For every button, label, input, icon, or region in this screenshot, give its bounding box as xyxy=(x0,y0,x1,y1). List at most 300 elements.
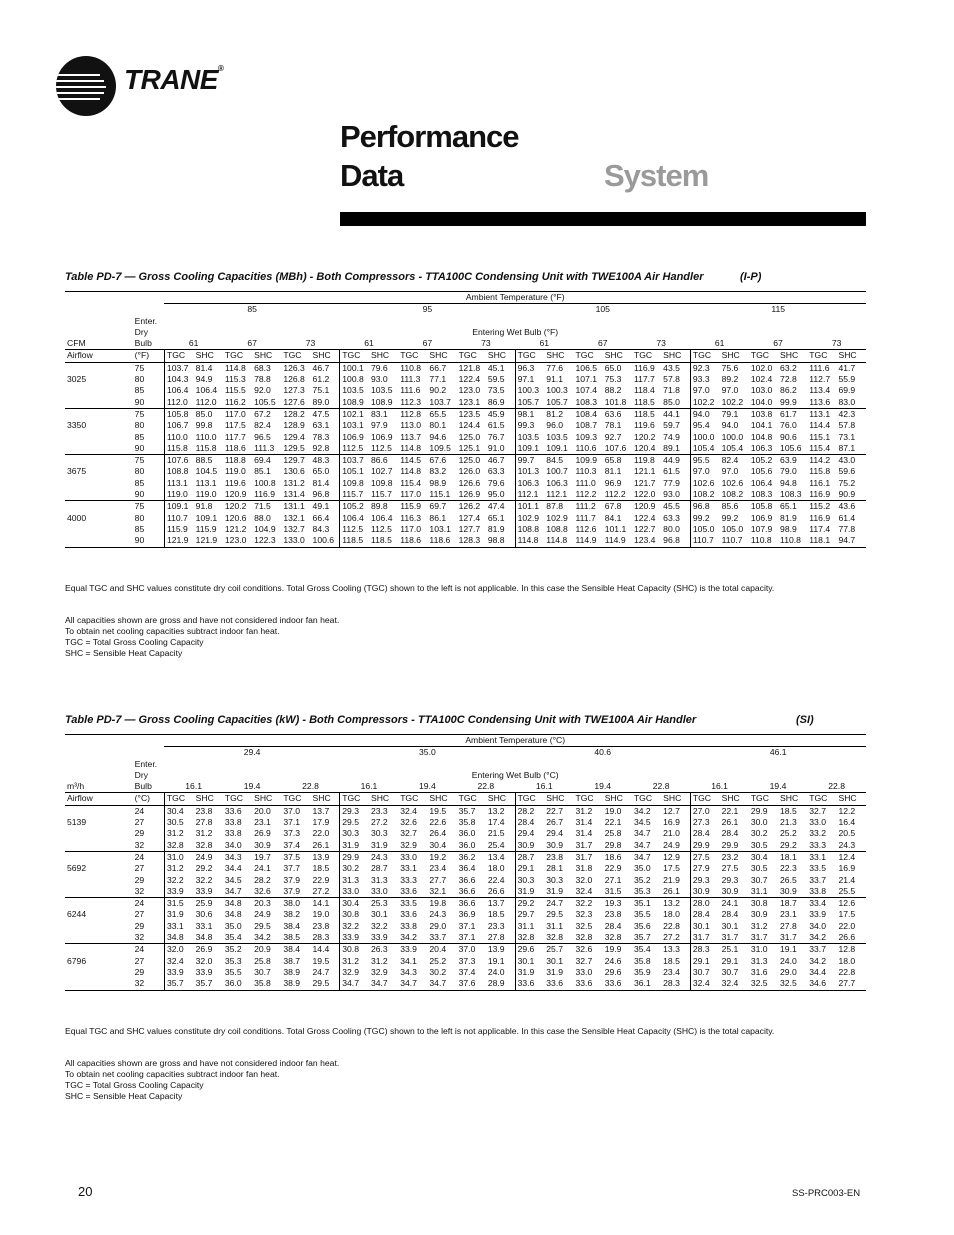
capacity-cell: 59.6 xyxy=(838,466,856,477)
capacity-cell: 81.2 xyxy=(546,408,564,419)
capacity-cell: 59.5 xyxy=(487,374,505,385)
capacity-cell: 29.4 xyxy=(515,828,544,839)
capacity-cell: 81.1 xyxy=(604,466,622,477)
capacity-cell: 112.8 xyxy=(400,408,422,419)
capacity-cell: 74.9 xyxy=(663,431,680,442)
capacity-cell: 120.6 xyxy=(224,512,247,523)
wet-bulb-value: 22.8 xyxy=(807,781,866,793)
airflow-value xyxy=(65,978,133,990)
capacity-cell: 33.0 xyxy=(340,886,369,898)
capacity-cell: 117.0 xyxy=(400,523,422,534)
capacity-cell: 26.9 xyxy=(254,828,271,839)
column-header: TGC xyxy=(340,793,369,805)
capacity-cell: 27.2 xyxy=(370,817,388,828)
capacity-cell: 31.5 xyxy=(603,886,632,898)
capacity-cell: 66.7 xyxy=(429,362,447,373)
capacity-cell: 99.2 xyxy=(721,512,739,523)
column-header: SHC xyxy=(369,350,398,362)
capacity-cell: 121.1 xyxy=(633,466,656,477)
capacity-cell: 75.2 xyxy=(838,477,856,488)
capacity-cell: 131.4 xyxy=(281,489,310,501)
capacity-cell: 89.8 xyxy=(370,501,388,512)
capacity-cell: 112.6 xyxy=(575,523,597,534)
capacity-cell: 116.9 xyxy=(633,362,655,373)
capacity-cell: 22.0 xyxy=(312,828,330,839)
capacity-cell: 34.8 xyxy=(224,898,242,909)
capacity-cell: 34.7 xyxy=(633,828,651,839)
capacity-cell: 38.7 xyxy=(283,955,301,966)
capacity-cell: 91.8 xyxy=(195,501,213,512)
capacity-cell: 100.8 xyxy=(254,477,276,488)
capacity-cell: 31.0 xyxy=(164,851,193,863)
capacity-cell: 27.5 xyxy=(721,863,739,874)
capacity-cell: 65.5 xyxy=(429,408,447,419)
capacity-cell: 110.0 xyxy=(164,432,193,443)
dry-bulb-value: 90 xyxy=(133,443,165,455)
airflow-label: Airflow xyxy=(65,350,133,362)
airflow-value xyxy=(65,501,133,513)
ambient-value: 115 xyxy=(771,304,786,315)
capacity-cell: 25.4 xyxy=(486,840,515,852)
cfm-label: CFM xyxy=(65,338,133,350)
capacity-cell: 100.0 xyxy=(690,432,719,443)
capacity-cell: 61.5 xyxy=(487,420,505,431)
capacity-cell: 29.3 xyxy=(340,805,369,817)
wet-bulb-value: 19.4 xyxy=(223,781,281,793)
capacity-cell: 105.8 xyxy=(750,501,773,512)
capacity-cell: 28.2 xyxy=(515,805,544,817)
capacity-cell: 118.6 xyxy=(223,443,252,455)
capacity-cell: 37.0 xyxy=(283,805,301,816)
capacity-cell: 36.6 xyxy=(457,886,486,898)
capacity-cell: 121.9 xyxy=(164,535,193,547)
capacity-cell: 35.2 xyxy=(633,874,651,885)
capacity-cell: 37.7 xyxy=(283,863,301,874)
capacity-cell: 19.2 xyxy=(429,851,447,862)
wet-bulb-value: 67 xyxy=(574,338,632,350)
dry-bulb-value: 90 xyxy=(133,397,165,409)
capacity-cell: 32.7 xyxy=(809,805,826,816)
capacity-cell: 28.2 xyxy=(254,874,271,885)
capacity-cell: 29.1 xyxy=(721,955,739,966)
capacity-cell: 16.4 xyxy=(838,817,856,828)
capacity-cell: 108.2 xyxy=(690,489,719,501)
capacity-cell: 31.2 xyxy=(195,828,213,839)
capacity-cell: 31.2 xyxy=(575,805,593,816)
capacity-cell: 111.3 xyxy=(252,443,281,455)
brand-logo: TRANE® xyxy=(124,64,224,95)
capacity-cell: 37.4 xyxy=(281,840,310,852)
note-line: All capacities shown are gross and have not considered indoor fan heat. xyxy=(65,615,340,625)
capacity-cell: 30.4 xyxy=(427,840,456,852)
capacity-cell: 105.4 xyxy=(720,443,749,455)
capacity-cell: 27.3 xyxy=(690,817,719,828)
capacity-cell: 100.6 xyxy=(311,535,340,547)
capacity-cell: 30.9 xyxy=(750,909,768,920)
capacity-cell: 109.9 xyxy=(575,455,598,466)
capacity-cell: 125.0 xyxy=(458,431,481,442)
capacity-cell: 30.9 xyxy=(690,886,719,898)
capacity-cell: 128.2 xyxy=(283,408,305,419)
page-title-line1: Performance xyxy=(340,119,519,154)
capacity-cell: 106.9 xyxy=(340,432,369,443)
capacity-cell: 103.1 xyxy=(429,523,451,534)
capacity-cell: 31.7 xyxy=(690,932,719,944)
capacity-cell: 33.3 xyxy=(400,874,417,885)
capacity-cell: 108.3 xyxy=(749,489,778,501)
capacity-cell: 14.1 xyxy=(312,898,330,909)
capacity-cell: 79.6 xyxy=(370,362,388,373)
note-line: SHC = Sensible Heat Capacity xyxy=(65,648,183,658)
capacity-cell: 102.9 xyxy=(546,512,568,523)
capacity-cell: 26.1 xyxy=(661,886,690,898)
capacity-cell: 31.2 xyxy=(164,863,193,874)
capacity-cell: 30.1 xyxy=(370,909,388,920)
table-row xyxy=(65,466,866,477)
capacity-cell: 23.3 xyxy=(370,805,388,816)
capacity-cell: 128.9 xyxy=(283,420,305,431)
capacity-cell: 19.5 xyxy=(429,805,447,816)
capacity-cell: 19.9 xyxy=(604,944,622,955)
capacity-cell: 43.0 xyxy=(838,455,856,466)
table-title: Table PD-7 — Gross Cooling Capacities (MBh) - Both Compressors - TTA100C Condensing Unit with TWE100A Air Handler xyxy=(65,271,704,283)
capacity-cell: 63.9 xyxy=(780,455,797,466)
capacity-cell: 94.6 xyxy=(429,431,447,442)
capacity-cell: 93.0 xyxy=(370,374,388,385)
wet-bulb-value: 19.4 xyxy=(574,781,632,793)
column-header: SHC xyxy=(544,350,573,362)
capacity-cell: 30.3 xyxy=(515,875,544,886)
capacity-cell: 30.9 xyxy=(720,886,749,898)
capacity-cell: 37.1 xyxy=(283,817,301,828)
capacity-cell: 96.8 xyxy=(661,535,690,547)
capacity-cell: 108.9 xyxy=(340,397,369,409)
capacity-cell: 109.8 xyxy=(370,477,393,488)
capacity-cell: 30.7 xyxy=(254,966,271,977)
capacity-cell: 67.8 xyxy=(604,501,622,512)
capacity-cell: 43.5 xyxy=(663,362,680,373)
capacity-cell: 35.5 xyxy=(633,909,651,920)
capacity-cell: 111.2 xyxy=(575,501,596,512)
capacity-cell: 96.0 xyxy=(546,420,564,431)
column-header: SHC xyxy=(603,350,632,362)
capacity-cell: 35.3 xyxy=(224,955,242,966)
capacity-cell: 106.4 xyxy=(340,513,369,524)
column-header: TGC xyxy=(340,350,369,362)
capacity-cell: 61.7 xyxy=(780,408,797,419)
capacity-cell: 127.3 xyxy=(283,385,305,396)
capacity-cell: 18.0 xyxy=(838,955,856,966)
capacity-cell: 33.0 xyxy=(400,851,417,862)
capacity-cell: 120.4 xyxy=(632,443,661,455)
capacity-cell: 115.1 xyxy=(809,431,831,442)
capacity-cell: 23.3 xyxy=(487,920,505,931)
capacity-cell: 18.7 xyxy=(780,898,797,909)
capacity-cell: 72.8 xyxy=(780,374,797,385)
ambient-value: 29.4 xyxy=(243,747,261,758)
capacity-cell: 108.8 xyxy=(546,523,568,534)
capacity-cell: 57.8 xyxy=(838,420,856,431)
capacity-cell: 30.4 xyxy=(750,851,768,862)
capacity-cell: 96.5 xyxy=(254,431,271,442)
capacity-cell: 115.8 xyxy=(194,443,223,455)
capacity-cell: 91.1 xyxy=(546,374,564,385)
table-row xyxy=(65,944,866,956)
capacity-cell: 32.2 xyxy=(340,921,369,932)
dry-bulb-value: 80 xyxy=(134,512,145,523)
capacity-cell: 112.7 xyxy=(809,374,831,385)
capacity-cell: 126.0 xyxy=(458,466,481,477)
capacity-cell: 16.9 xyxy=(663,817,680,828)
airflow-value xyxy=(65,851,133,863)
capacity-cell: 25.2 xyxy=(780,828,797,839)
capacity-cell: 33.6 xyxy=(400,909,417,920)
capacity-cell: 33.5 xyxy=(809,863,826,874)
table-row xyxy=(65,863,866,874)
capacity-cell: 35.7 xyxy=(194,978,223,990)
capacity-cell: 77.8 xyxy=(838,523,856,534)
capacity-cell: 31.9 xyxy=(544,886,573,898)
capacity-cell: 73.1 xyxy=(838,431,856,442)
capacity-cell: 29.9 xyxy=(750,805,768,816)
capacity-cell: 130.6 xyxy=(283,466,305,477)
capacity-cell: 37.6 xyxy=(457,978,486,990)
capacity-cell: 100.7 xyxy=(546,466,568,477)
capacity-cell: 34.8 xyxy=(224,909,242,920)
table-row xyxy=(65,443,866,455)
capacity-cell: 21.9 xyxy=(663,874,680,885)
capacity-cell: 13.2 xyxy=(663,898,680,909)
wet-bulb-value: 22.8 xyxy=(457,781,515,793)
header-row xyxy=(65,781,866,793)
capacity-cell: 36.0 xyxy=(458,828,476,839)
capacity-cell: 34.3 xyxy=(400,966,417,977)
capacity-cell: 21.0 xyxy=(663,828,680,839)
capacity-cell: 26.6 xyxy=(486,886,515,898)
notes-block xyxy=(65,615,865,659)
capacity-cell: 66.4 xyxy=(312,512,330,523)
table-row xyxy=(65,840,866,852)
enter-label: Enter. xyxy=(134,315,158,326)
capacity-cell: 33.6 xyxy=(515,978,544,990)
capacity-cell: 29.5 xyxy=(546,909,564,920)
capacity-cell: 49.1 xyxy=(312,501,330,512)
capacity-cell: 81.9 xyxy=(487,523,505,534)
capacity-cell: 114.8 xyxy=(224,362,246,373)
capacity-cell: 32.4 xyxy=(720,978,749,990)
table-row xyxy=(65,397,866,409)
capacity-cell: 30.9 xyxy=(544,840,573,852)
capacity-cell: 115.4 xyxy=(807,443,836,455)
capacity-cell: 121.7 xyxy=(633,477,656,488)
capacity-cell: 105.6 xyxy=(750,466,773,477)
capacity-cell: 32.5 xyxy=(575,920,593,931)
capacity-cell: 32.4 xyxy=(400,805,417,816)
capacity-cell: 131.2 xyxy=(283,477,305,488)
capacity-cell: 22.7 xyxy=(546,805,564,816)
capacity-cell: 17.5 xyxy=(663,863,680,874)
capacity-cell: 132.1 xyxy=(283,512,305,523)
capacity-cell: 85.0 xyxy=(195,408,213,419)
header-row xyxy=(65,770,866,781)
table-row xyxy=(65,921,866,932)
capacity-cell: 97.0 xyxy=(721,385,739,396)
capacity-cell: 105.6 xyxy=(778,443,807,455)
capacity-cell: 92.7 xyxy=(604,431,622,442)
capacity-cell: 19.7 xyxy=(254,851,271,862)
column-header: TGC xyxy=(515,350,544,362)
capacity-cell: 32.0 xyxy=(195,955,213,966)
capacity-cell: 48.3 xyxy=(312,455,330,466)
capacity-cell: 94.0 xyxy=(690,408,719,420)
capacity-cell: 86.2 xyxy=(780,385,797,396)
capacity-cell: 104.3 xyxy=(164,374,193,385)
capacity-cell: 30.7 xyxy=(690,967,719,978)
capacity-cell: 97.0 xyxy=(690,466,719,477)
dry-bulb-unit: (°F) xyxy=(133,350,165,362)
capacity-cell: 34.2 xyxy=(252,932,281,944)
capacity-cell: 112.2 xyxy=(574,489,603,501)
capacity-cell: 32.8 xyxy=(574,932,603,944)
capacity-cell: 35.2 xyxy=(224,944,242,955)
capacity-cell: 30.8 xyxy=(340,909,369,920)
capacity-cell: 94.8 xyxy=(780,477,797,488)
capacity-cell: 33.1 xyxy=(809,851,826,862)
capacity-cell: 73.5 xyxy=(487,385,505,396)
capacity-cell: 94.0 xyxy=(721,420,739,431)
capacity-cell: 93.0 xyxy=(661,489,690,501)
dry-bulb-value: 29 xyxy=(134,920,145,931)
airflow-value xyxy=(65,489,133,501)
capacity-cell: 100.3 xyxy=(546,385,568,396)
wet-bulb-value: 73 xyxy=(281,338,339,350)
airflow-value: 4000 xyxy=(67,512,87,523)
capacity-cell: 19.1 xyxy=(487,955,505,966)
capacity-cell: 12.7 xyxy=(663,805,680,816)
dry-bulb-value: 27 xyxy=(134,909,145,920)
capacity-cell: 112.2 xyxy=(603,489,632,501)
column-header: TGC xyxy=(164,793,193,805)
capacity-cell: 127.7 xyxy=(458,523,481,534)
capacity-cell: 89.0 xyxy=(311,397,340,409)
capacity-cell: 112.3 xyxy=(398,397,427,409)
capacity-cell: 31.3 xyxy=(370,874,388,885)
capacity-cell: 61.2 xyxy=(312,374,330,385)
capacity-cell: 32.8 xyxy=(544,932,573,944)
capacity-cell: 19.5 xyxy=(312,955,330,966)
capacity-cell: 104.5 xyxy=(195,466,218,477)
capacity-cell: 31.8 xyxy=(575,863,593,874)
capacity-cell: 117.0 xyxy=(398,489,427,501)
capacity-cell: 106.4 xyxy=(750,477,773,488)
capacity-cell: 127.4 xyxy=(458,512,481,523)
capacity-cell: 27.2 xyxy=(311,886,340,898)
airflow-value xyxy=(65,886,133,898)
capacity-cell: 115.5 xyxy=(224,385,246,396)
wet-bulb-label: Entering Wet Bulb (°C) xyxy=(471,769,559,780)
capacity-cell: 103.8 xyxy=(750,408,773,419)
capacity-cell: 31.7 xyxy=(574,840,603,852)
cfm-label: m³/h xyxy=(65,781,133,793)
capacity-cell: 127.6 xyxy=(281,397,310,409)
capacity-cell: 63.6 xyxy=(604,408,622,419)
capacity-cell: 115.9 xyxy=(195,523,217,534)
capacity-cell: 30.2 xyxy=(750,828,768,839)
capacity-cell: 76.7 xyxy=(487,431,505,442)
capacity-cell: 107.6 xyxy=(603,443,632,455)
capacity-cell: 31.9 xyxy=(515,886,544,898)
dry-bulb-value: 75 xyxy=(134,455,145,466)
capacity-cell: 65.8 xyxy=(604,455,622,466)
capacity-cell: 32.9 xyxy=(398,840,427,852)
capacity-cell: 30.3 xyxy=(370,828,388,839)
capacity-cell: 108.7 xyxy=(575,420,598,431)
capacity-cell: 129.5 xyxy=(281,443,310,455)
capacity-cell: 71.8 xyxy=(663,385,680,396)
airflow-value xyxy=(65,805,133,817)
capacity-cell: 29.7 xyxy=(515,909,544,920)
capacity-cell: 105.5 xyxy=(252,397,281,409)
column-header: TGC xyxy=(281,350,310,362)
capacity-cell: 108.8 xyxy=(515,524,544,535)
capacity-cell: 33.7 xyxy=(809,874,826,885)
table-units: (I-P) xyxy=(740,271,762,283)
capacity-cell: 34.0 xyxy=(809,920,826,931)
capacity-cell: 83.0 xyxy=(836,397,866,409)
table-row xyxy=(65,408,866,420)
capacity-cell: 110.8 xyxy=(749,535,778,547)
capacity-cell: 106.5 xyxy=(575,362,598,373)
capacity-cell: 118.5 xyxy=(633,408,655,419)
capacity-cell: 31.4 xyxy=(575,817,593,828)
capacity-cell: 69.7 xyxy=(429,501,447,512)
capacity-cell: 113.1 xyxy=(809,408,831,419)
capacity-cell: 18.0 xyxy=(663,909,680,920)
capacity-cell: 32.2 xyxy=(195,874,213,885)
column-header: TGC xyxy=(632,350,661,362)
capacity-cell: 19.0 xyxy=(312,909,330,920)
capacity-cell: 84.1 xyxy=(604,512,622,523)
capacity-cell: 23.8 xyxy=(604,909,622,920)
capacity-cell: 114.8 xyxy=(400,466,422,477)
capacity-cell: 120.2 xyxy=(224,501,247,512)
capacity-cell: 26.9 xyxy=(195,944,213,955)
airflow-value xyxy=(65,967,133,978)
column-header: SHC xyxy=(194,793,223,805)
airflow-value xyxy=(65,828,133,839)
capacity-cell: 119.0 xyxy=(224,466,246,477)
airflow-value xyxy=(65,840,133,852)
airflow-value xyxy=(65,455,133,467)
column-header: TGC xyxy=(457,350,486,362)
capacity-cell: 29.1 xyxy=(515,863,544,874)
capacity-cell: 35.7 xyxy=(458,805,476,816)
column-header: SHC xyxy=(486,350,515,362)
table-row xyxy=(65,898,866,910)
airflow-value xyxy=(65,478,133,489)
table-row xyxy=(65,978,866,990)
capacity-cell: 115.9 xyxy=(164,524,193,535)
capacity-cell: 27.1 xyxy=(604,874,622,885)
capacity-cell: 28.1 xyxy=(546,863,564,874)
capacity-cell: 35.7 xyxy=(632,932,661,944)
column-header: TGC xyxy=(632,793,661,805)
airflow-value: 5692 xyxy=(67,863,87,874)
capacity-cell: 132.7 xyxy=(283,523,305,534)
capacity-cell: 33.0 xyxy=(369,886,398,898)
column-header: SHC xyxy=(252,350,281,362)
capacity-cell: 19.1 xyxy=(780,944,797,955)
